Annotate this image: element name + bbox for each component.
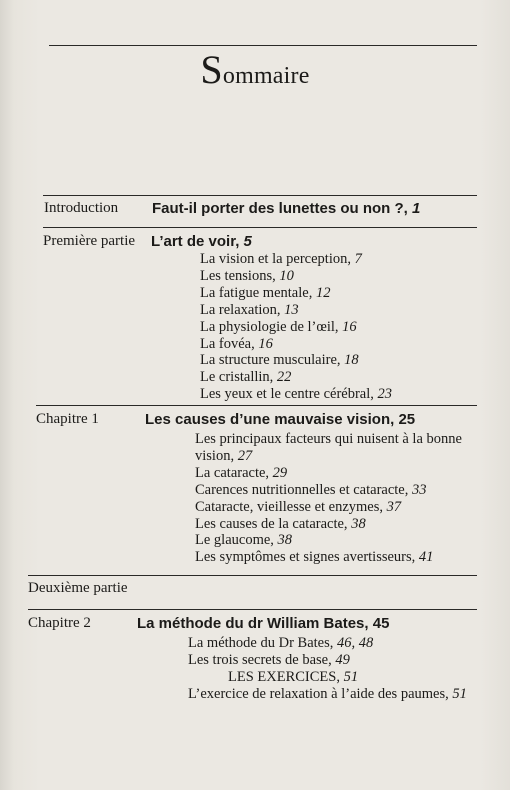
- chapitre1-entries: [195, 431, 480, 566]
- toc-entry: Les causes de la cataracte, 38: [195, 515, 366, 532]
- chapitre1-heading: [145, 411, 415, 428]
- toc-entry: Cataracte, vieillesse et enzymes, 37: [195, 498, 402, 515]
- chapitre1-title: Les causes d’une mauvaise vision,: [145, 411, 395, 428]
- partie1-entries: [200, 251, 392, 403]
- toc-entry: Les yeux et le centre cérébral, 23: [200, 386, 393, 403]
- partie1-bottom-rule: [36, 405, 477, 406]
- chapitre1-label: Chapitre 1: [36, 411, 99, 427]
- toc-entry: Le cristallin, 22: [200, 369, 292, 386]
- toc-entry: La physiologie de l’œil, 16: [200, 318, 357, 335]
- introduction-top-rule: [43, 195, 477, 196]
- toc-entry: Les trois secrets de base, 49: [188, 651, 350, 668]
- title-rest: ommaire: [222, 63, 310, 89]
- introduction-heading: [152, 200, 420, 217]
- toc-entry: Les principaux facteurs qui nuisent à la bonne vision, 27: [195, 431, 462, 464]
- page-title: [0, 46, 510, 93]
- introduction-label: Introduction: [44, 200, 119, 216]
- toc-entry: Le glaucome, 38: [195, 532, 293, 549]
- toc-entry: La relaxation, 13: [200, 301, 299, 318]
- toc-entry: Carences nutritionnelles et cataracte, 33: [195, 481, 427, 498]
- chapitre1-bottom-rule: [28, 575, 477, 576]
- toc-entry: LES EXERCICES, 51: [228, 668, 359, 685]
- partie1-heading: [151, 233, 252, 250]
- toc-entry: Les symptômes et signes avertisseurs, 41: [195, 549, 434, 566]
- partie2-label: Deuxième partie: [28, 580, 128, 596]
- toc-entry: La méthode du Dr Bates, 46, 48: [188, 635, 374, 651]
- partie1-label: Première partie: [43, 233, 136, 249]
- toc-entry: Les tensions, 10: [200, 267, 294, 284]
- chapitre2-heading: [137, 615, 389, 632]
- title-initial: S: [200, 47, 223, 92]
- chapitre2-label: Chapitre 2: [28, 615, 91, 631]
- toc-entry: La cataracte, 29: [195, 464, 288, 481]
- chapitre1-page: 25: [398, 411, 416, 428]
- chapitre2-entries: [188, 635, 478, 703]
- chapitre2-title: La méthode du dr William Bates,: [137, 615, 369, 632]
- toc-entry: La fatigue mentale, 12: [200, 284, 331, 301]
- introduction-bottom-rule: [43, 227, 477, 228]
- introduction-title: Faut-il porter des lunettes ou non ?,: [152, 200, 408, 217]
- partie1-page: 5: [243, 233, 252, 250]
- chapitre2-page: 45: [372, 615, 390, 632]
- partie1-title: L’art de voir,: [151, 233, 240, 250]
- toc-entry: La vision et la perception, 7: [200, 251, 362, 267]
- toc-entry: La fovéa, 16: [200, 335, 273, 352]
- introduction-page: 1: [412, 200, 421, 217]
- toc-entry: La structure musculaire, 18: [200, 352, 359, 369]
- toc-entry: L’exercice de relaxation à l’aide des paumes, 51: [188, 685, 467, 702]
- partie2-bottom-rule: [28, 609, 477, 610]
